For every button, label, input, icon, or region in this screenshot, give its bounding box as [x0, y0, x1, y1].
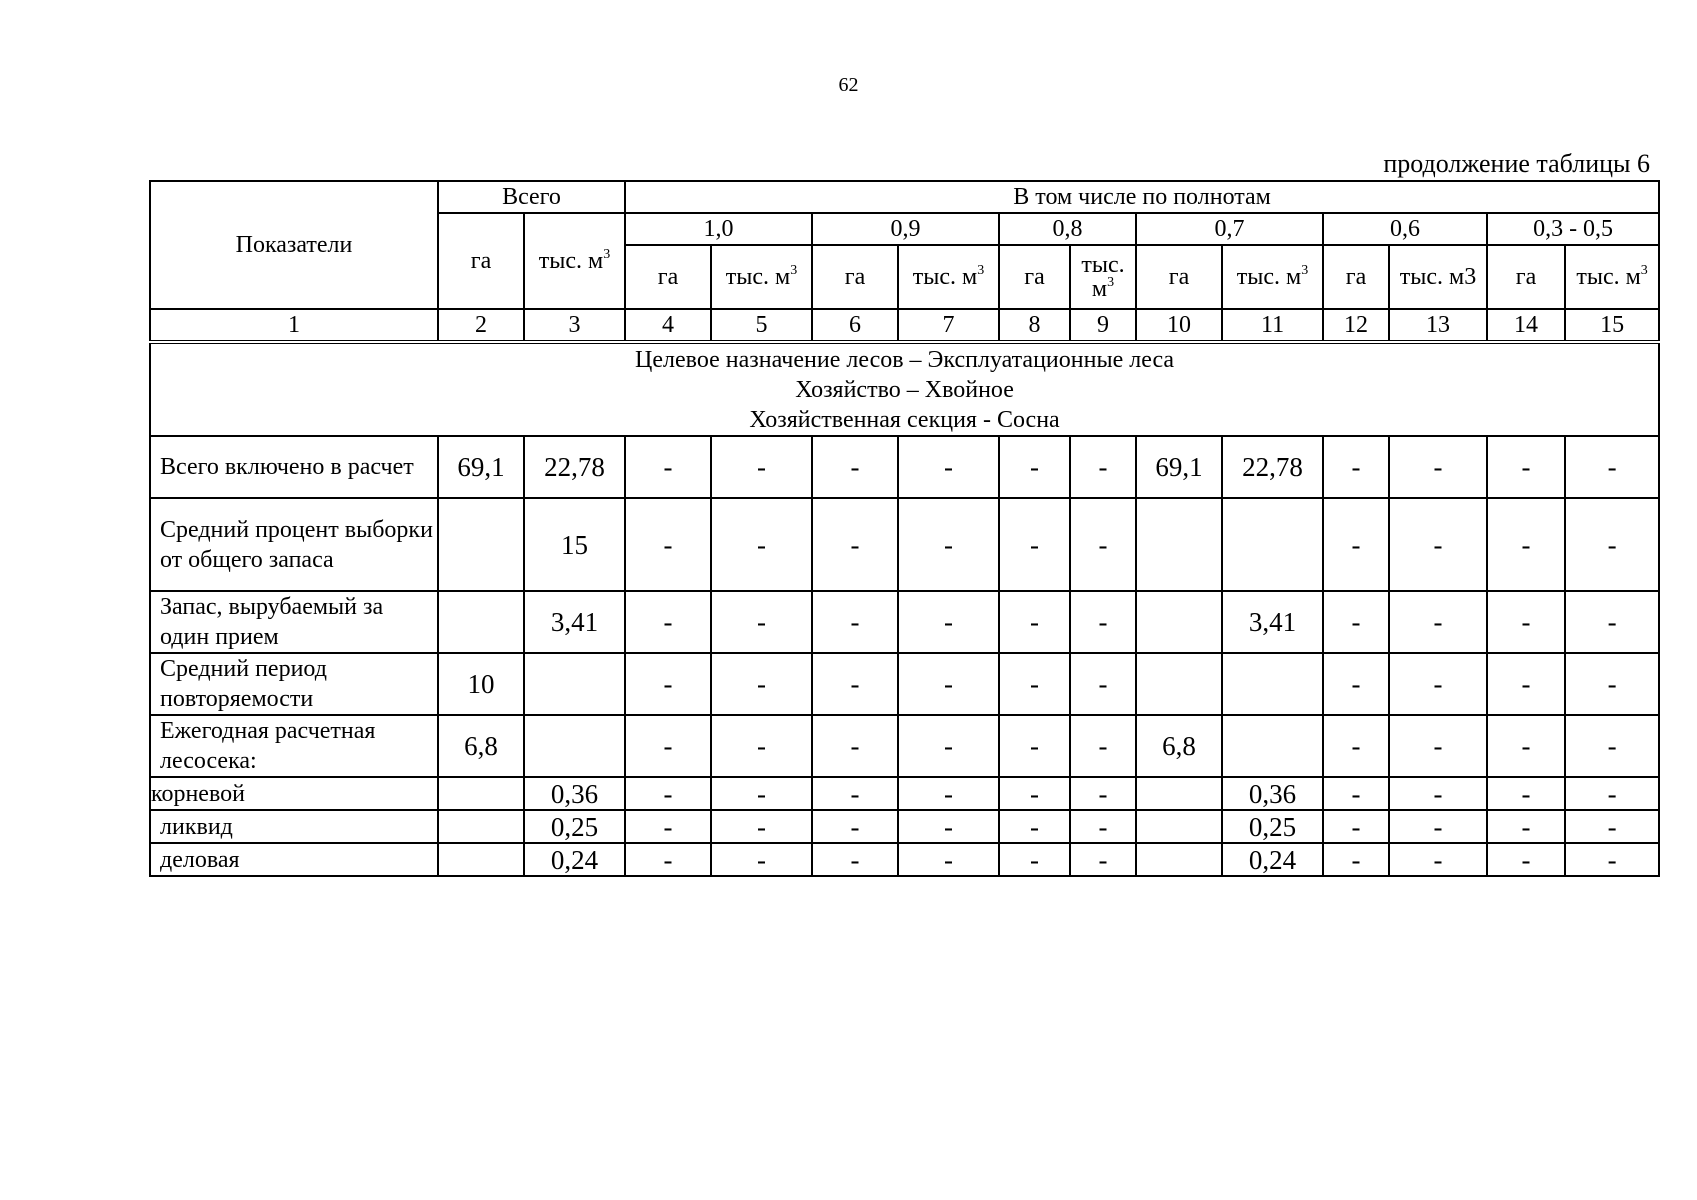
header-volume: тыс. $м^3$ — [1222, 245, 1323, 309]
table-cell: - — [999, 591, 1070, 653]
table-cell: - — [812, 715, 898, 777]
table-cell: - — [1389, 810, 1487, 843]
table-cell: - — [1565, 810, 1659, 843]
table-cell — [1136, 591, 1222, 653]
header-total-volume: тыс. $м^3$ — [524, 213, 625, 309]
table-cell: - — [625, 715, 711, 777]
table-cell: 0,24 — [1222, 843, 1323, 876]
table-cell: - — [1487, 843, 1565, 876]
header-volume: тыс. $м^3$ — [1565, 245, 1659, 309]
table-cell: 6,8 — [1136, 715, 1222, 777]
table-cell: - — [1389, 498, 1487, 591]
table-cell: - — [1565, 591, 1659, 653]
table-cell: - — [1487, 715, 1565, 777]
header-density-1-0: 1,0 — [625, 213, 812, 245]
table-cell: - — [898, 715, 999, 777]
table-row — [150, 843, 1659, 876]
table-cell: - — [898, 591, 999, 653]
forest-harvest-table — [149, 180, 1660, 877]
table-cell: 0,36 — [524, 777, 625, 810]
table-cell: - — [1389, 715, 1487, 777]
table-cell: - — [1389, 591, 1487, 653]
table-cell: - — [999, 777, 1070, 810]
table-row — [150, 810, 1659, 843]
table-cell: - — [711, 777, 812, 810]
table-cell: - — [625, 498, 711, 591]
table-cell: 69,1 — [438, 436, 524, 498]
column-number: 14 — [1487, 309, 1565, 342]
table-row — [150, 498, 1659, 591]
table-cell — [438, 498, 524, 591]
table-cell: - — [1565, 653, 1659, 715]
section-forest-section: Хозяйственная секция - Сосна — [749, 406, 1060, 433]
header-indicators: Показатели — [150, 181, 438, 309]
column-number: 11 — [1222, 309, 1323, 342]
table-cell: - — [1323, 715, 1389, 777]
table-cell: - — [711, 715, 812, 777]
table-cell: 22,78 — [1222, 436, 1323, 498]
table-cell: - — [1389, 653, 1487, 715]
table-cell: - — [898, 436, 999, 498]
table-cell: - — [711, 810, 812, 843]
table-cell: - — [898, 498, 999, 591]
header-ha: га — [812, 245, 898, 309]
table-cell: - — [1389, 843, 1487, 876]
table-cell: - — [898, 777, 999, 810]
table-cell: - — [1070, 777, 1136, 810]
table-cell: - — [1565, 777, 1659, 810]
header-density-0-9: 0,9 — [812, 213, 999, 245]
header-ha: га — [1487, 245, 1565, 309]
header-density-0-3-0-5: 0,3 - 0,5 — [1487, 213, 1659, 245]
table-cell: 0,25 — [1222, 810, 1323, 843]
header-row-1 — [150, 181, 1659, 213]
table-cell: - — [812, 591, 898, 653]
table-continuation-label: продолжение таблицы 6 — [1383, 149, 1650, 178]
column-number: 5 — [711, 309, 812, 342]
table-cell: - — [999, 653, 1070, 715]
table-cell: - — [1487, 777, 1565, 810]
column-number: 13 — [1389, 309, 1487, 342]
table-cell: - — [812, 777, 898, 810]
table-cell: - — [1070, 436, 1136, 498]
table-cell: - — [1323, 498, 1389, 591]
table-cell: 22,78 — [524, 436, 625, 498]
table-cell: - — [1565, 498, 1659, 591]
table-cell: 0,24 — [524, 843, 625, 876]
table-cell: - — [625, 810, 711, 843]
page-number: 62 — [838, 74, 859, 96]
table-cell: - — [1565, 843, 1659, 876]
table-row — [150, 715, 1659, 777]
table-cell — [524, 653, 625, 715]
table-cell: - — [625, 436, 711, 498]
table-cell — [1136, 498, 1222, 591]
table-cell: 0,36 — [1222, 777, 1323, 810]
table-cell: - — [625, 843, 711, 876]
table-cell: - — [625, 777, 711, 810]
column-number: 1 — [150, 309, 438, 342]
table-row — [150, 777, 1659, 810]
table-cell: - — [1389, 436, 1487, 498]
table-cell: - — [999, 436, 1070, 498]
column-number: 3 — [524, 309, 625, 342]
table-cell: 0,25 — [524, 810, 625, 843]
header-ha: га — [1136, 245, 1222, 309]
table-row — [150, 591, 1659, 653]
header-volume: тыс. $м^3$ — [1070, 245, 1136, 309]
table-cell: - — [711, 591, 812, 653]
column-number: 7 — [898, 309, 999, 342]
table-cell — [1222, 498, 1323, 591]
header-ha: га — [999, 245, 1070, 309]
table-cell — [1136, 843, 1222, 876]
row-label: Средний период повторяемости — [150, 653, 438, 715]
table-cell: - — [1389, 777, 1487, 810]
header-total-ha: га — [438, 213, 524, 309]
table-cell — [1222, 653, 1323, 715]
column-number: 6 — [812, 309, 898, 342]
table-cell: - — [999, 810, 1070, 843]
table-cell — [438, 843, 524, 876]
header-density-0-7: 0,7 — [1136, 213, 1323, 245]
section-economy: Хозяйство – Хвойное — [795, 376, 1014, 403]
table-cell: - — [711, 498, 812, 591]
table-cell: - — [1565, 436, 1659, 498]
header-volume: тыс. $м^3$ — [711, 245, 812, 309]
table-cell: 69,1 — [1136, 436, 1222, 498]
table-cell: 10 — [438, 653, 524, 715]
header-density-0-6: 0,6 — [1323, 213, 1487, 245]
column-number: 10 — [1136, 309, 1222, 342]
row-label: Запас, вырубаемый за один прием — [150, 591, 438, 653]
table-cell: - — [999, 715, 1070, 777]
table-cell: - — [711, 653, 812, 715]
table-cell: - — [1323, 653, 1389, 715]
table-cell: - — [812, 810, 898, 843]
row-label: деловая — [150, 843, 438, 876]
row-label: Средний процент выборки от общего запаса — [150, 498, 438, 591]
table-cell — [438, 591, 524, 653]
table-cell: 15 — [524, 498, 625, 591]
table-cell: - — [711, 436, 812, 498]
table-cell — [1222, 715, 1323, 777]
section-heading-row — [150, 342, 1659, 436]
table-cell: - — [1487, 591, 1565, 653]
table-cell: - — [1323, 591, 1389, 653]
header-by-density: В том числе по полнотам — [625, 181, 1659, 213]
column-number: 9 — [1070, 309, 1136, 342]
table-cell: - — [1070, 653, 1136, 715]
table-cell: - — [1487, 436, 1565, 498]
row-label: Всего включено в расчет — [150, 436, 438, 498]
table-cell — [524, 715, 625, 777]
table-cell: - — [999, 498, 1070, 591]
header-total: Всего — [438, 181, 625, 213]
header-volume: тыс. $м^3$ — [898, 245, 999, 309]
table-cell: - — [999, 843, 1070, 876]
table-cell: - — [812, 498, 898, 591]
table-cell: - — [1070, 843, 1136, 876]
table-cell: - — [812, 653, 898, 715]
column-number-row — [150, 309, 1659, 342]
section-purpose: Целевое назначение лесов – Эксплуатационные леса — [635, 346, 1175, 373]
table-cell: - — [1323, 843, 1389, 876]
table-cell: - — [1487, 653, 1565, 715]
header-volume: тыс. м3 — [1389, 245, 1487, 309]
table-cell: 3,41 — [524, 591, 625, 653]
table-cell: - — [1323, 777, 1389, 810]
table-cell: - — [625, 591, 711, 653]
table-cell — [1136, 810, 1222, 843]
column-number: 12 — [1323, 309, 1389, 342]
table-cell: - — [1070, 810, 1136, 843]
table-cell: - — [1070, 498, 1136, 591]
table-cell: - — [898, 810, 999, 843]
table-cell — [438, 810, 524, 843]
table-cell: - — [812, 843, 898, 876]
table-cell — [438, 777, 524, 810]
table-cell: - — [711, 843, 812, 876]
table-cell: - — [1487, 498, 1565, 591]
row-label: ликвид — [150, 810, 438, 843]
table-cell: - — [898, 843, 999, 876]
table-cell: 3,41 — [1222, 591, 1323, 653]
table-cell: - — [812, 436, 898, 498]
table-cell: - — [1565, 715, 1659, 777]
table-cell: - — [1323, 810, 1389, 843]
header-ha: га — [1323, 245, 1389, 309]
column-number: 4 — [625, 309, 711, 342]
header-ha: га — [625, 245, 711, 309]
column-number: 2 — [438, 309, 524, 342]
table-cell: - — [625, 653, 711, 715]
table-cell: - — [1070, 715, 1136, 777]
table-row — [150, 653, 1659, 715]
table-cell: - — [1323, 436, 1389, 498]
table-cell: - — [1070, 591, 1136, 653]
table-cell — [1136, 653, 1222, 715]
header-density-0-8: 0,8 — [999, 213, 1136, 245]
table-row — [150, 436, 1659, 498]
row-label: корневой — [150, 777, 438, 810]
section-heading — [150, 342, 1659, 436]
row-label: Ежегодная расчетная лесосека: — [150, 715, 438, 777]
table-cell: 6,8 — [438, 715, 524, 777]
table-cell: - — [1487, 810, 1565, 843]
column-number: 15 — [1565, 309, 1659, 342]
table-cell — [1136, 777, 1222, 810]
table-cell: - — [898, 653, 999, 715]
column-number: 8 — [999, 309, 1070, 342]
